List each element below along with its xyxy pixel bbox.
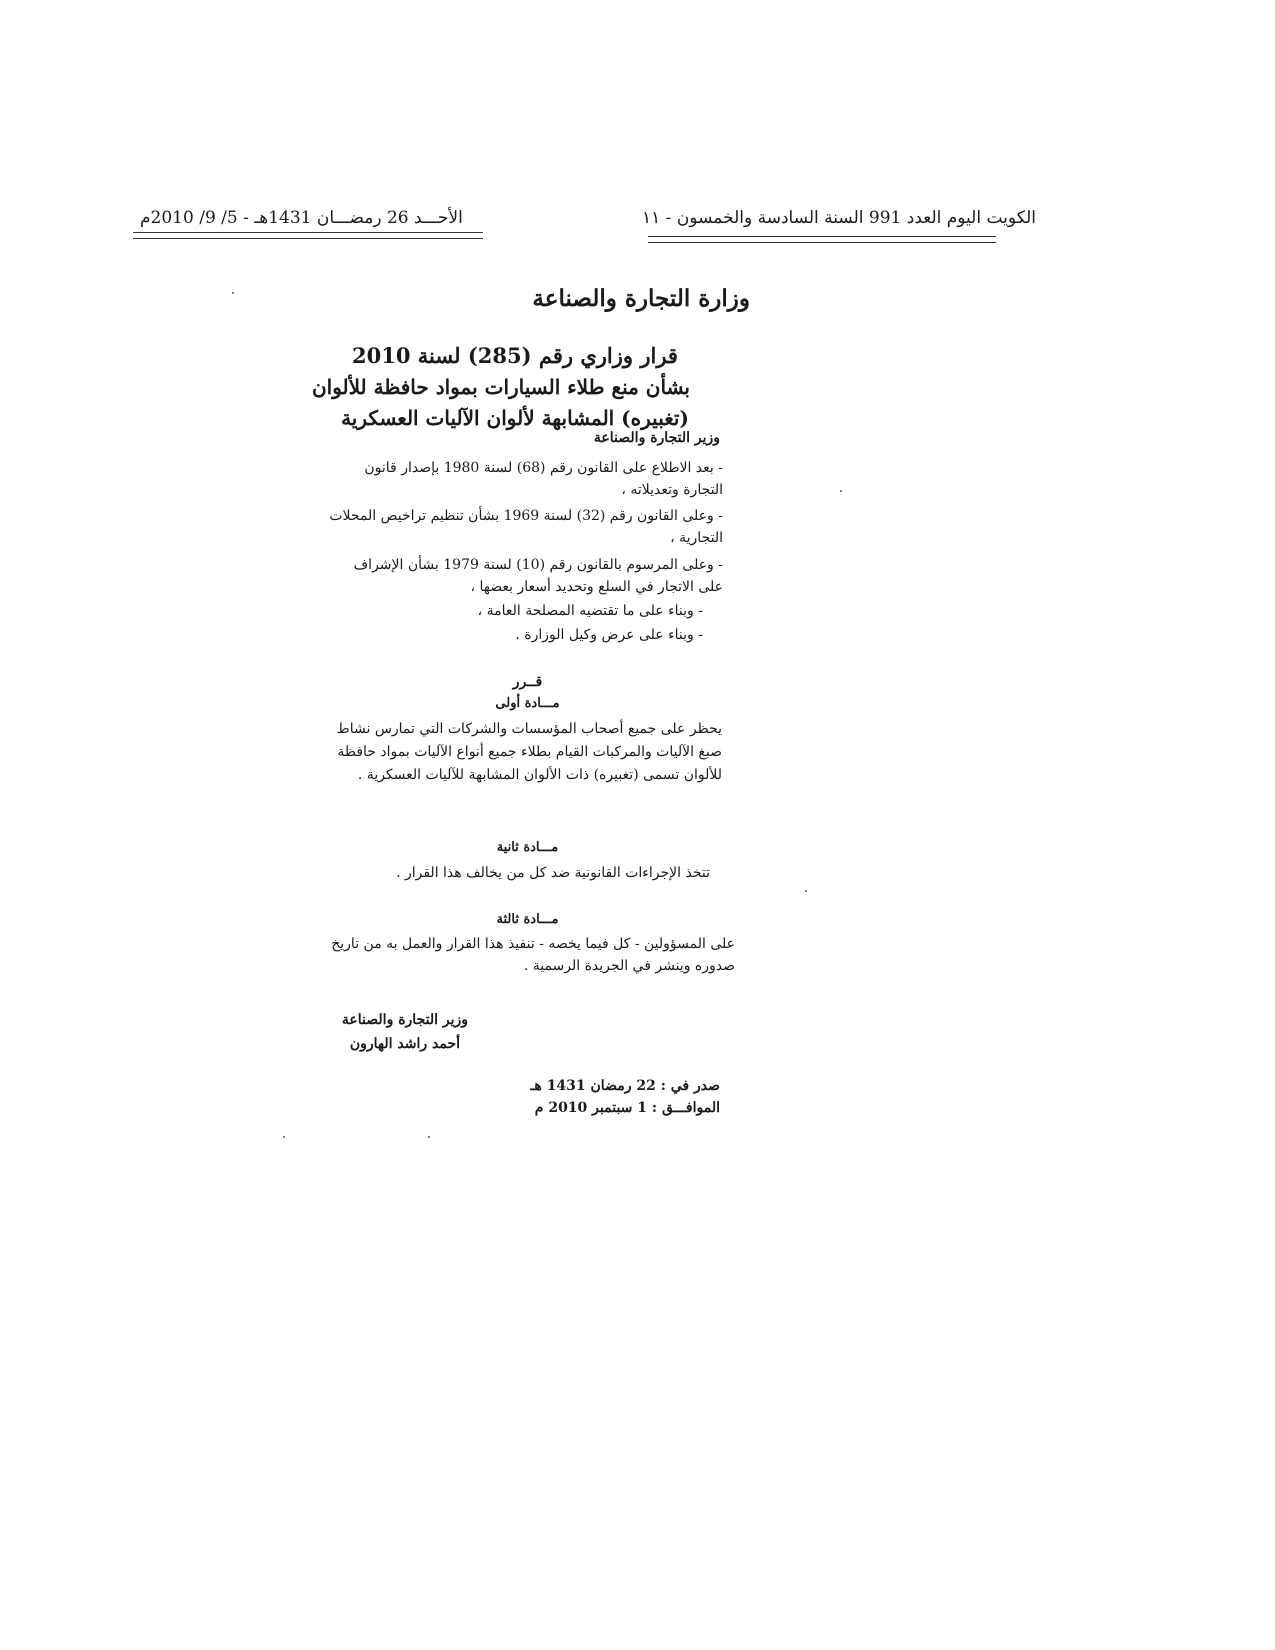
decision-title-line-3: (تغبيره) المشابهة لألوان الآليات العسكرية [341,406,689,430]
corresponding-date: الموافـــق : 1 سبتمبر 2010 م [534,1100,720,1116]
decision-title-line-1: قرار وزاري رقم (285) لسنة 2010 [352,343,678,368]
preamble-item-2: - وعلى القانون رقم (32) لسنة 1969 بشأن تنظيم تراخيص المحلات التجارية ، [329,508,723,546]
preamble-item-3: - وعلى المرسوم بالقانون رقم (10) لسنة 1979 بشأن الإشراف على الاتجار في السلع وتحديد أسعار بعضها ، [353,557,723,595]
article-1-heading: مـــادة أولى [495,696,560,711]
gazette-issue-header: الكويت اليوم العدد 991 السنة السادسة والخمسون - ١١ [642,208,1036,228]
article-2-text: تتخذ الإجراءات القانونية ضد كل من يخالف هذا القرار . [396,865,710,881]
ministry-title: وزارة التجارة والصناعة [532,285,750,312]
decided-heading: قــرر [512,674,543,690]
header-rule-right-2 [648,242,996,243]
article-3-text: على المسؤولين - كل فيما يخصه - تنفيذ هذا القرار والعمل به من تاريخ صدوره وينشر في الجريدة الرسمية . [331,936,735,974]
preamble-item-1: - بعد الاطلاع على القانون رقم (68) لسنة 1980 بإصدار قانون التجارة وتعديلاته ، [364,460,723,498]
preamble-item-4: - وبناء على ما تقتضيه المصلحة العامة ، [477,603,703,619]
scan-speck [283,1136,285,1138]
article-2-heading: مـــادة ثانية [496,840,559,855]
scan-speck [805,890,807,892]
header-rule-right-1 [648,236,996,237]
scan-speck [428,1136,430,1138]
scan-speck [840,490,842,492]
signature-name: أحمد راشد الهارون [349,1036,460,1052]
preamble-item-5: - وبناء على عرض وكيل الوزارة . [515,627,703,643]
gazette-date-header: الأحـــد 26 رمضـــان 1431هـ - 5/ 9/ 2010م [140,208,463,228]
scan-speck [232,292,234,294]
issue-date: صدر في : 22 رمضان 1431 هـ [530,1078,720,1094]
article-1-text: يحظر على جميع أصحاب المؤسسات والشركات التي تمارس نشاط صبغ الآليات والمركبات القيام بطلاء جميع أنواع الآليات بمواد حافظة للألوان تسمى (تغبيره) ذات الألوان المشابهة للآليات العسكرية . [336,721,722,783]
article-3-heading: مـــادة ثالثة [496,912,559,927]
signature-title: وزير التجارة والصناعة [341,1012,468,1028]
header-rule-left-2 [133,238,483,239]
decision-issuer: وزير التجارة والصناعة [593,430,720,446]
header-rule-left-1 [133,232,483,233]
decision-title-line-2: بشأن منع طلاء السيارات بمواد حافظة للألوان [311,375,690,399]
